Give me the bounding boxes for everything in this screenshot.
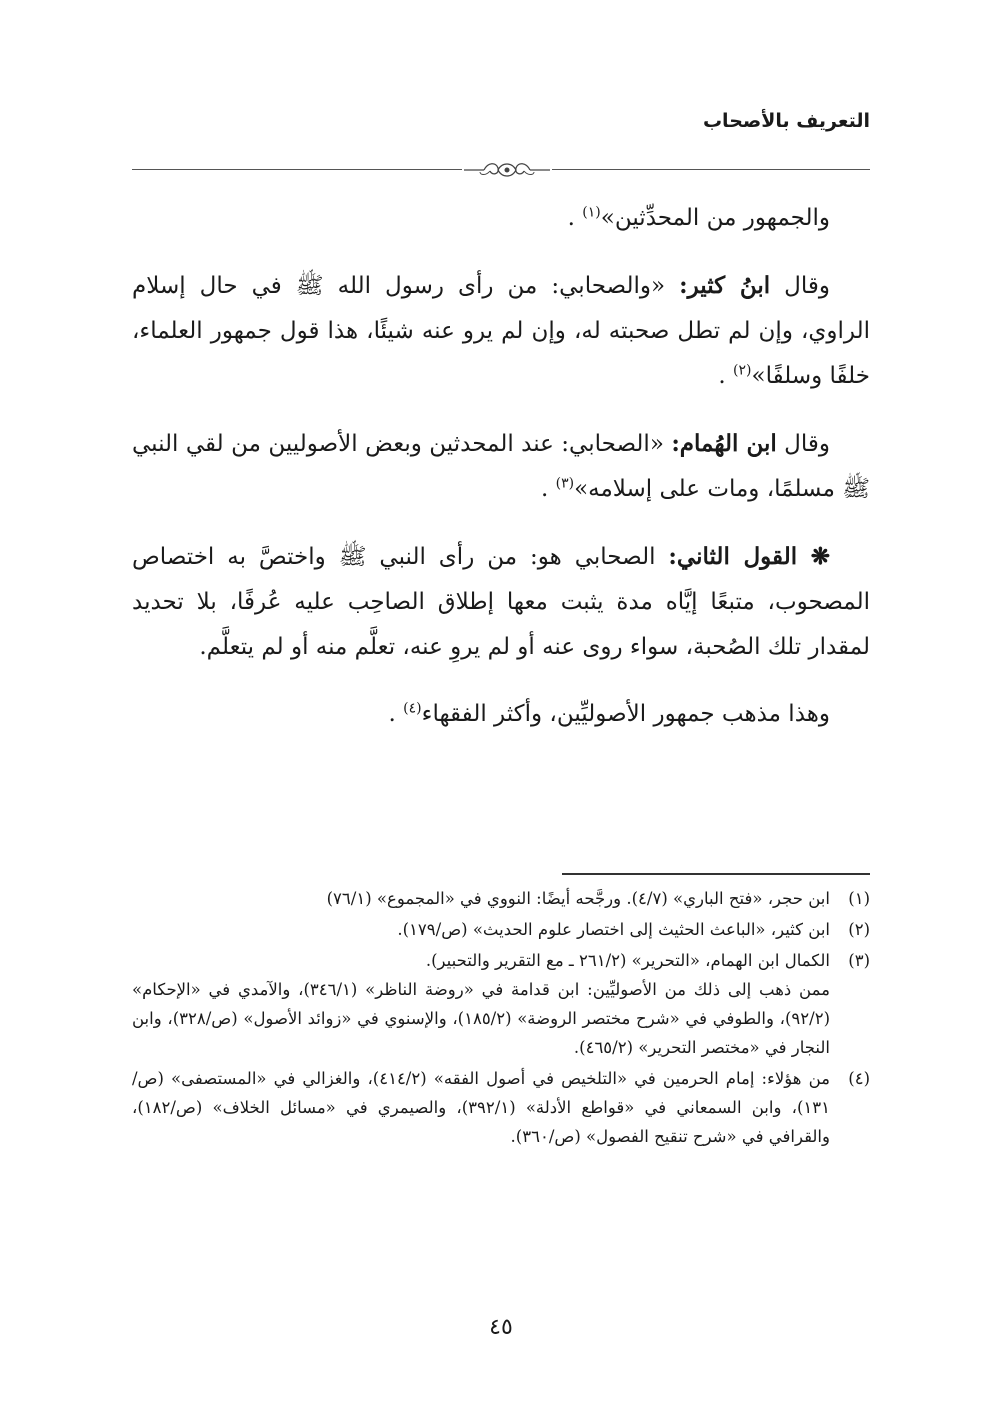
paragraph-text: وهذا مذهب جمهور الأصوليِّين، وأكثر الفقهاء [421, 701, 830, 727]
footnotes [132, 884, 870, 1153]
paragraph-text: والجمهور من المحدِّثين» [600, 205, 830, 231]
footnote-number: (٤) [848, 1069, 870, 1088]
footnote-line: من هؤلاء: إمام الحرمين في «التلخيص في أصول الفقه» (٤١٤/٢)، والغزالي في «المستصفى» (ص/١٣١)، وابن السمعاني في «قواطع الأدلة» (٣٩٢/١)، والصيمري في «مسائل الخلاف» (ص/١٨٢)، والقرافي في «شرح تنقيح الفصول» (ص/٣٦٠). [132, 1069, 830, 1146]
scholar-name: ابن الهُمام: [671, 430, 777, 457]
punctuation: . [567, 205, 583, 231]
paragraph-4 [132, 534, 870, 670]
page-header [132, 110, 870, 140]
paragraph-text: الصحابي هو: من رأى النبي ﷺ واختصَّ به اختصاص المصحوب، متبعًا إيَّاه مدة يثبت معها إطلاق الصاحِب عليه عُرفًا، بلا تحديد لمقدار تلك الصُحبة، سواء روى عنه أو لم يروِ عنه، تعلَّم منه أو لم يتعلَّم. [132, 544, 870, 660]
footnote-ref[interactable]: (٣) [555, 475, 575, 492]
header-divider [132, 160, 870, 180]
paragraph-text: «الصحابي: عند المحدثين وبعض الأصوليين من لقي النبي ﷺ مسلمًا، ومات على إسلامه» [132, 431, 870, 502]
punctuation: . [718, 363, 734, 389]
asterism-icon: ❋ [797, 543, 831, 570]
scholar-name: ابنُ كثير: [679, 272, 771, 299]
book-page [132, 0, 870, 1418]
footnote-line: ممن ذهب إلى ذلك من الأصوليِّين: ابن قدامة في «روضة الناظر» (٣٤٦/١)، والآمدي في «الإحكام» (٩٢/٢)، والطوفي في «شرح مختصر الروضة» (١٨٥/٢)، والإسنوي في «زوائد الأصول» (ص/٣٢٨)، وابن النجار في «مختصر التحرير» (٤٦٥/٢). [132, 980, 830, 1057]
footnote-number: (١) [848, 889, 870, 908]
footnote-ref[interactable]: (١) [582, 204, 601, 221]
punctuation: . [388, 701, 404, 727]
footnote-1 [132, 884, 870, 913]
ornament-icon [462, 160, 552, 180]
punctuation: . [540, 476, 556, 502]
footnote-2 [132, 915, 870, 944]
footnote-number: (٣) [848, 951, 870, 970]
section-label: القول الثاني: [668, 543, 798, 570]
footnote-body [132, 884, 830, 913]
footnote-line: ابن كثير، «الباعث الحثيث إلى اختصار علوم الحديث» (ص/١٧٩). [397, 920, 830, 939]
paragraph-lead: وقال [770, 273, 830, 299]
paragraph-5 [132, 692, 870, 737]
footnote-line: الكمال ابن الهمام، «التحرير» (٢٦١/٢ ـ مع التقرير والتحبير). [425, 951, 830, 970]
main-text [132, 196, 870, 737]
footnote-line: ابن حجر، «فتح الباري» (٤/٧). ورجَّحه أيضًا: النووي في «المجموع» (٧٦/١) [326, 889, 830, 908]
footnote-number: (٢) [848, 920, 870, 939]
footnote-body [132, 915, 830, 944]
footnote-body [132, 946, 830, 1062]
paragraph-lead: وقال [776, 431, 831, 457]
footnote-3 [132, 946, 870, 1062]
footnote-ref[interactable]: (٤) [403, 700, 422, 717]
page-number: ٤٥ [489, 1315, 513, 1340]
paragraph-1 [132, 196, 870, 241]
paragraph-2 [132, 263, 870, 399]
footnote-divider [562, 873, 870, 875]
paragraph-3 [132, 421, 870, 512]
footnote-4 [132, 1064, 870, 1151]
footnote-body [132, 1064, 830, 1151]
running-title: التعريف بالأصحاب [702, 110, 870, 132]
footnote-ref[interactable]: (٢) [733, 362, 752, 379]
paragraph-text: «والصحابي: من رأى رسول الله ﷺ في حال إسلام الراوي، وإن لم تطل صحبته له، وإن لم يرو عنه شيئًا، هذا قول جمهور العلماء، خلفًا وسلفًا» [132, 273, 870, 389]
